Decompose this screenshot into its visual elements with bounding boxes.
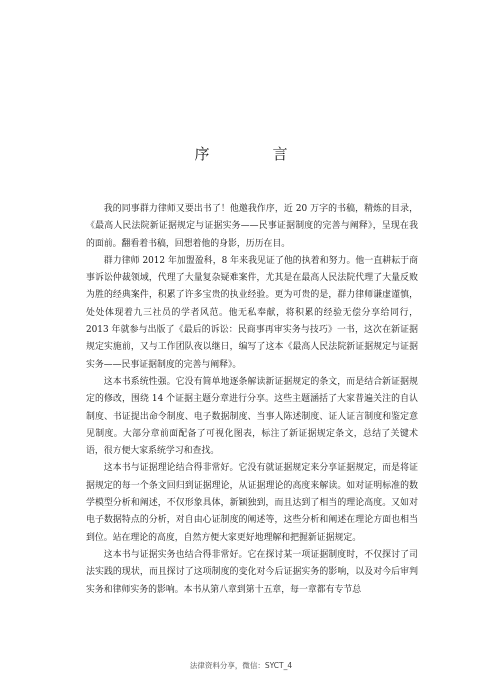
paragraph: 这本书系统性强。它没有简单地逐条解读新证据规定的条文，而是结合新证据规定的修改，围绕 14 个证据主题分章进行分享。这些主题涵括了大家普遍关注的自认制度、书证提出命令制度、电子数据制度、当事人陈述制度、证人证言制度和鉴定意见制度。大部分章前面配备了可视化图表，标注了新证据规定条文，总结了关键术语，很方便大家系统学习和查找。 <box>86 376 418 457</box>
preface-body <box>86 201 418 599</box>
paragraph: 这本书与证据实务也结合得非常好。它在探讨某一项证据制度时，不仅探讨了司法实践的现状，而且探讨了这项制度的变化对今后证据实务的影响，以及对今后审判实务和律师实务的影响。本书从第八章到第十五章，每一章都有专节总 <box>86 549 418 595</box>
paragraph: 这本书与证据理论结合得非常好。它没有就证据规定来分享证据规定，而是将证据规定的每一个条文回归到证据理论，从证据理论的高度来解读。如对证明标准的数学模型分析和阐述，不仅形象具体，新颖独到，而且达到了相当的理论高度。又如对电子数据特点的分析，对自由心证制度的阐述等，这些分析和阐述在理论方面也相当到位。站在理论的高度，自然方便大家更好地理解和把握新证据规定。 <box>86 463 418 543</box>
page-title: 序 言 <box>194 145 312 164</box>
paragraph: 群力律师 2012 年加盟盈科，8 年来我见证了他的执着和努力。他一直耕耘于商事诉讼仲裁领域，代理了大量复杂疑难案件，尤其是在最高人民法院代理了大量反败为胜的经典案件，积累了许多宝贵的执业经验。更为可贵的是，群力律师谦虚谨慎，处处体现着九三社员的学者风范。他无私奉献，将积累的经验无偿分享给同行，2013 年就参与出版了《最后的诉讼：民商事再审实务与技巧》一书，这次在新证据规定实施前，又与工作团队夜以继日，编写了这本《最高人民法院新证据规定与证据实务——民事证据制度的完善与阐释》。 <box>86 255 418 370</box>
footer-watermark: 法律资料分享，微信：SYCT_4 <box>189 661 293 670</box>
paragraph: 我的同事群力律师又要出书了！他邀我作序，近 20 万字的书稿，精炼的目录，《最高人民法院新证据规定与证据实务——民事证据制度的完善与阐释》，呈现在我的面前。翻看着书稿，回想着他的身影，历历在目。 <box>86 204 418 249</box>
